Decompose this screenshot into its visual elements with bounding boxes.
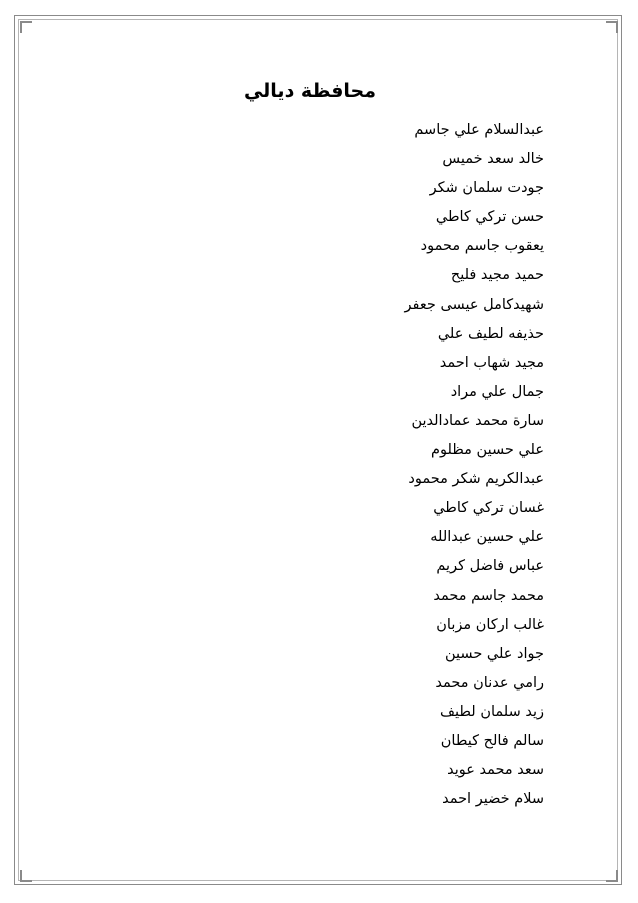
list-item: شهيدكامل عيسى جعفر [404, 296, 544, 313]
list-item: سارة محمد عمادالدين [411, 412, 544, 429]
list-item: رامي عدنان محمد [435, 674, 544, 691]
list-item: سعد محمد عويد [447, 762, 544, 779]
corner-ornament-top-right [606, 21, 618, 33]
list-item: يعقوب جاسم محمود [420, 238, 544, 255]
names-list [405, 116, 544, 814]
list-item: سلام خضير احمد [442, 791, 544, 808]
list-item: حذيفه لطيف علي [437, 325, 544, 342]
list-item: خالد سعد خميس [442, 151, 544, 168]
list-item: جودت سلمان شكر [429, 180, 544, 197]
list-item: علي حسين عبدالله [430, 529, 544, 546]
list-item: محمد جاسم محمد [433, 587, 544, 604]
corner-ornament-bottom-left [20, 870, 32, 882]
page-title: محافظة ديالي [243, 80, 376, 102]
corner-ornament-top-left [20, 21, 32, 33]
list-item: جمال علي مراد [450, 383, 544, 400]
list-item: زيد سلمان لطيف [440, 703, 544, 720]
list-item: عباس فاضل كريم [436, 558, 544, 575]
list-item: حسن تركي كاطي [435, 209, 544, 226]
list-item: مجيد شهاب احمد [439, 354, 544, 371]
list-item: غالب اركان مزبان [436, 616, 544, 633]
corner-ornament-bottom-right [606, 870, 618, 882]
list-item: جواد علي حسين [444, 645, 544, 662]
list-item: عبدالكريم شكر محمود [408, 471, 544, 488]
list-item: عبدالسلام علي جاسم [414, 122, 544, 138]
list-item: سالم فالح كيطان [440, 732, 544, 749]
list-item: حميد مجيد فليح [450, 267, 544, 284]
list-item: علي حسين مظلوم [431, 442, 544, 459]
list-item: غسان تركي كاطي [433, 500, 544, 517]
